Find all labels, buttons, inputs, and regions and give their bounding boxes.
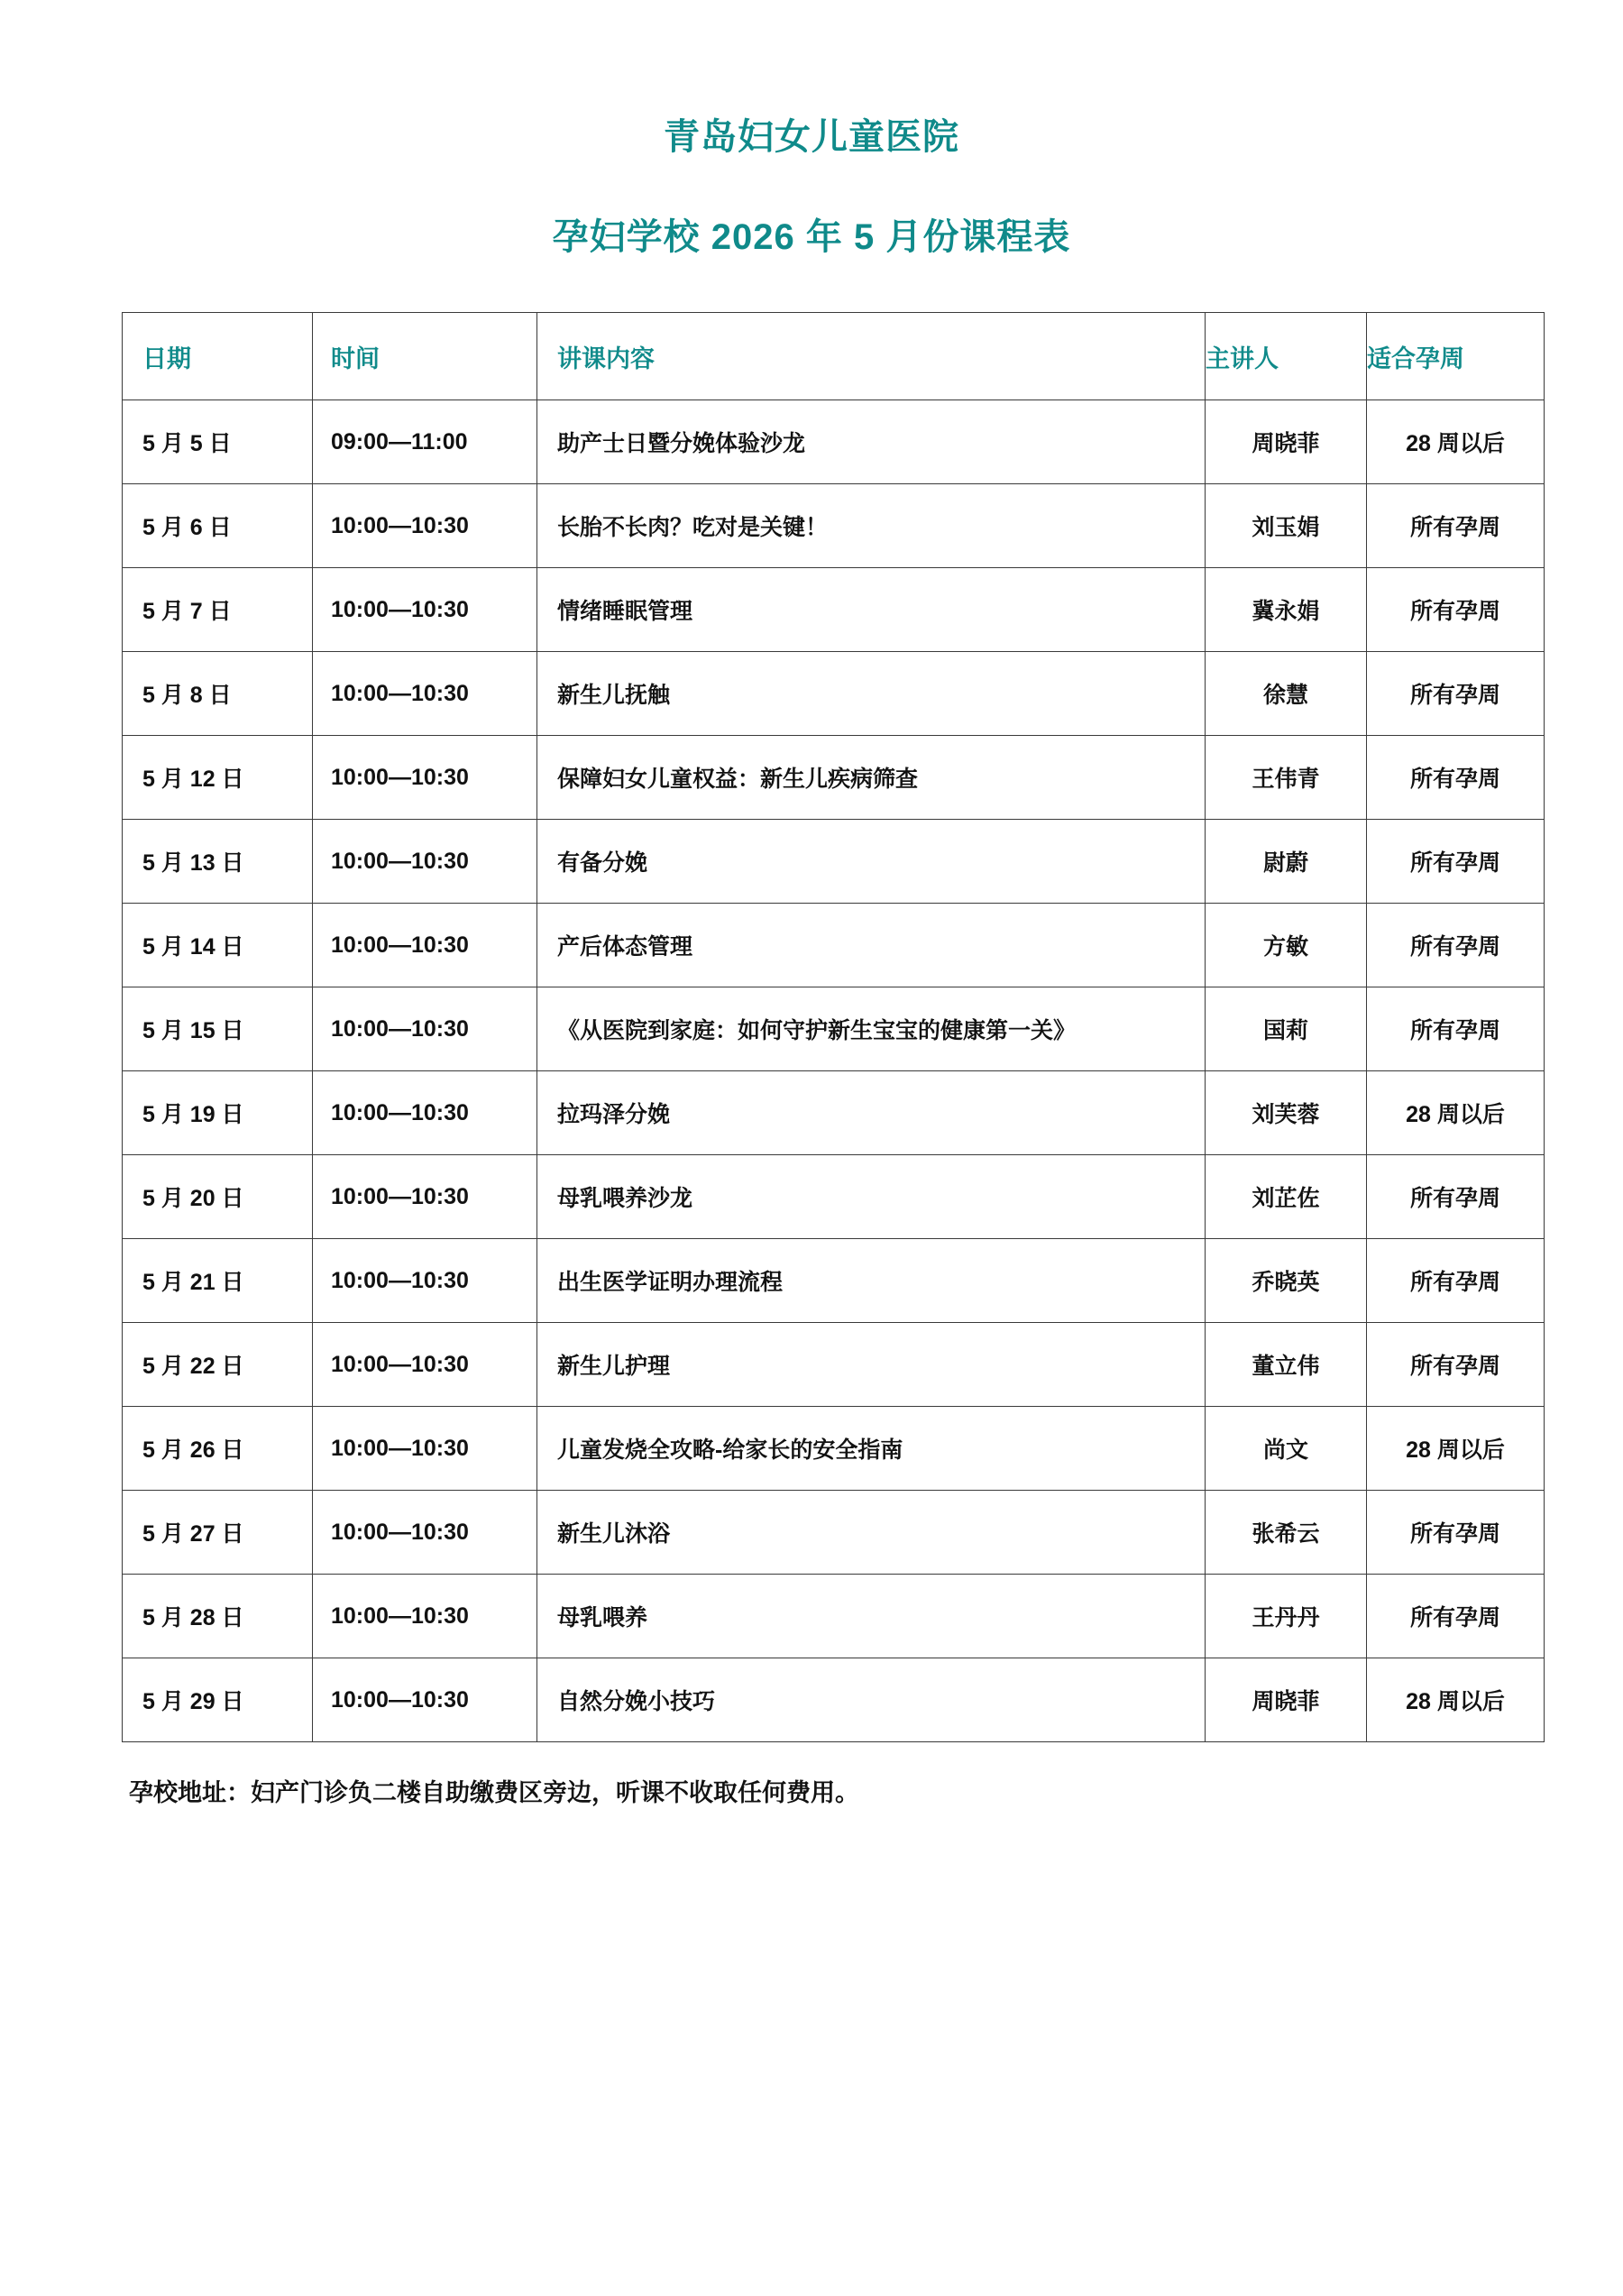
cell-speaker: 周晓菲 bbox=[1206, 1658, 1367, 1742]
cell-time: 10:00—10:30 bbox=[313, 1407, 537, 1491]
table-row bbox=[123, 736, 1545, 820]
cell-date: 5 月 19 日 bbox=[123, 1071, 313, 1155]
cell-time: 10:00—10:30 bbox=[313, 568, 537, 652]
cell-speaker: 刘玉娟 bbox=[1206, 484, 1367, 568]
table-row bbox=[123, 652, 1545, 736]
cell-date: 5 月 5 日 bbox=[123, 400, 313, 484]
cell-speaker: 尉蔚 bbox=[1206, 820, 1367, 904]
column-header-topic: 讲课内容 bbox=[537, 313, 1206, 400]
cell-speaker: 周晓菲 bbox=[1206, 400, 1367, 484]
cell-weeks: 所有孕周 bbox=[1367, 736, 1545, 820]
table-header bbox=[123, 313, 1545, 400]
cell-weeks: 28 周以后 bbox=[1367, 1071, 1545, 1155]
cell-date: 5 月 13 日 bbox=[123, 820, 313, 904]
cell-topic: 《从医院到家庭：如何守护新生宝宝的健康第一关》 bbox=[537, 987, 1206, 1071]
cell-topic: 长胎不长肉？吃对是关键！ bbox=[537, 484, 1206, 568]
address-footnote: 孕校地址：妇产门诊负二楼自助缴费区旁边，听课不收取任何费用。 bbox=[129, 1779, 859, 1806]
cell-topic: 出生医学证明办理流程 bbox=[537, 1239, 1206, 1323]
cell-topic: 拉玛泽分娩 bbox=[537, 1071, 1206, 1155]
cell-weeks: 所有孕周 bbox=[1367, 1575, 1545, 1658]
cell-topic: 新生儿抚触 bbox=[537, 652, 1206, 736]
cell-time: 10:00—10:30 bbox=[313, 484, 537, 568]
cell-date: 5 月 29 日 bbox=[123, 1658, 313, 1742]
cell-speaker: 冀永娟 bbox=[1206, 568, 1367, 652]
table-row bbox=[123, 1491, 1545, 1575]
cell-weeks: 所有孕周 bbox=[1367, 904, 1545, 987]
table-row bbox=[123, 484, 1545, 568]
page-subtitle: 孕妇学校 2026 年 5 月份课程表 bbox=[552, 217, 1071, 257]
cell-topic: 自然分娩小技巧 bbox=[537, 1658, 1206, 1742]
cell-date: 5 月 27 日 bbox=[123, 1491, 313, 1575]
cell-speaker: 尚文 bbox=[1206, 1407, 1367, 1491]
cell-weeks: 28 周以后 bbox=[1367, 1407, 1545, 1491]
cell-time: 10:00—10:30 bbox=[313, 1491, 537, 1575]
cell-time: 09:00—11:00 bbox=[313, 400, 537, 484]
cell-time: 10:00—10:30 bbox=[313, 987, 537, 1071]
column-header-speaker: 主讲人 bbox=[1206, 313, 1367, 400]
cell-topic: 儿童发烧全攻略-给家长的安全指南 bbox=[537, 1407, 1206, 1491]
cell-weeks: 所有孕周 bbox=[1367, 1239, 1545, 1323]
cell-date: 5 月 20 日 bbox=[123, 1155, 313, 1239]
cell-speaker: 方敏 bbox=[1206, 904, 1367, 987]
cell-time: 10:00—10:30 bbox=[313, 1658, 537, 1742]
table-row bbox=[123, 820, 1545, 904]
cell-topic: 新生儿护理 bbox=[537, 1323, 1206, 1407]
cell-weeks: 所有孕周 bbox=[1367, 1323, 1545, 1407]
cell-topic: 母乳喂养 bbox=[537, 1575, 1206, 1658]
table-row bbox=[123, 568, 1545, 652]
cell-speaker: 徐慧 bbox=[1206, 652, 1367, 736]
table-row bbox=[123, 1407, 1545, 1491]
table-row bbox=[123, 1071, 1545, 1155]
cell-topic: 助产士日暨分娩体验沙龙 bbox=[537, 400, 1206, 484]
cell-topic: 新生儿沐浴 bbox=[537, 1491, 1206, 1575]
cell-time: 10:00—10:30 bbox=[313, 1575, 537, 1658]
cell-topic: 产后体态管理 bbox=[537, 904, 1206, 987]
cell-speaker: 王伟青 bbox=[1206, 736, 1367, 820]
cell-weeks: 28 周以后 bbox=[1367, 1658, 1545, 1742]
cell-speaker: 国莉 bbox=[1206, 987, 1367, 1071]
cell-date: 5 月 7 日 bbox=[123, 568, 313, 652]
cell-weeks: 所有孕周 bbox=[1367, 987, 1545, 1071]
column-header-time: 时间 bbox=[313, 313, 537, 400]
cell-date: 5 月 14 日 bbox=[123, 904, 313, 987]
table-row bbox=[123, 400, 1545, 484]
page-title: 青岛妇女儿童医院 bbox=[664, 117, 959, 157]
cell-date: 5 月 26 日 bbox=[123, 1407, 313, 1491]
cell-time: 10:00—10:30 bbox=[313, 652, 537, 736]
cell-speaker: 王丹丹 bbox=[1206, 1575, 1367, 1658]
cell-speaker: 刘芙蓉 bbox=[1206, 1071, 1367, 1155]
cell-weeks: 所有孕周 bbox=[1367, 1155, 1545, 1239]
cell-speaker: 董立伟 bbox=[1206, 1323, 1367, 1407]
table-row bbox=[123, 1323, 1545, 1407]
cell-speaker: 刘芷佐 bbox=[1206, 1155, 1367, 1239]
cell-topic: 有备分娩 bbox=[537, 820, 1206, 904]
cell-weeks: 所有孕周 bbox=[1367, 484, 1545, 568]
cell-time: 10:00—10:30 bbox=[313, 904, 537, 987]
cell-topic: 保障妇女儿童权益：新生儿疾病筛查 bbox=[537, 736, 1206, 820]
course-schedule-table bbox=[122, 312, 1545, 1742]
cell-topic: 情绪睡眠管理 bbox=[537, 568, 1206, 652]
table-row bbox=[123, 1155, 1545, 1239]
column-header-date: 日期 bbox=[123, 313, 313, 400]
cell-weeks: 所有孕周 bbox=[1367, 1491, 1545, 1575]
table-row bbox=[123, 904, 1545, 987]
cell-date: 5 月 12 日 bbox=[123, 736, 313, 820]
cell-weeks: 所有孕周 bbox=[1367, 820, 1545, 904]
cell-date: 5 月 15 日 bbox=[123, 987, 313, 1071]
table-row bbox=[123, 1239, 1545, 1323]
cell-speaker: 乔晓英 bbox=[1206, 1239, 1367, 1323]
cell-time: 10:00—10:30 bbox=[313, 1239, 537, 1323]
cell-speaker: 张希云 bbox=[1206, 1491, 1367, 1575]
table-row bbox=[123, 1575, 1545, 1658]
cell-time: 10:00—10:30 bbox=[313, 1071, 537, 1155]
cell-time: 10:00—10:30 bbox=[313, 820, 537, 904]
cell-date: 5 月 22 日 bbox=[123, 1323, 313, 1407]
cell-topic: 母乳喂养沙龙 bbox=[537, 1155, 1206, 1239]
cell-weeks: 28 周以后 bbox=[1367, 400, 1545, 484]
table-body bbox=[123, 400, 1545, 1742]
cell-time: 10:00—10:30 bbox=[313, 1155, 537, 1239]
table-header-row bbox=[123, 313, 1545, 400]
cell-date: 5 月 8 日 bbox=[123, 652, 313, 736]
column-header-weeks: 适合孕周 bbox=[1367, 313, 1545, 400]
cell-time: 10:00—10:30 bbox=[313, 1323, 537, 1407]
cell-date: 5 月 6 日 bbox=[123, 484, 313, 568]
cell-weeks: 所有孕周 bbox=[1367, 652, 1545, 736]
table-row bbox=[123, 1658, 1545, 1742]
cell-time: 10:00—10:30 bbox=[313, 736, 537, 820]
cell-date: 5 月 21 日 bbox=[123, 1239, 313, 1323]
cell-weeks: 所有孕周 bbox=[1367, 568, 1545, 652]
table-row bbox=[123, 987, 1545, 1071]
cell-date: 5 月 28 日 bbox=[123, 1575, 313, 1658]
